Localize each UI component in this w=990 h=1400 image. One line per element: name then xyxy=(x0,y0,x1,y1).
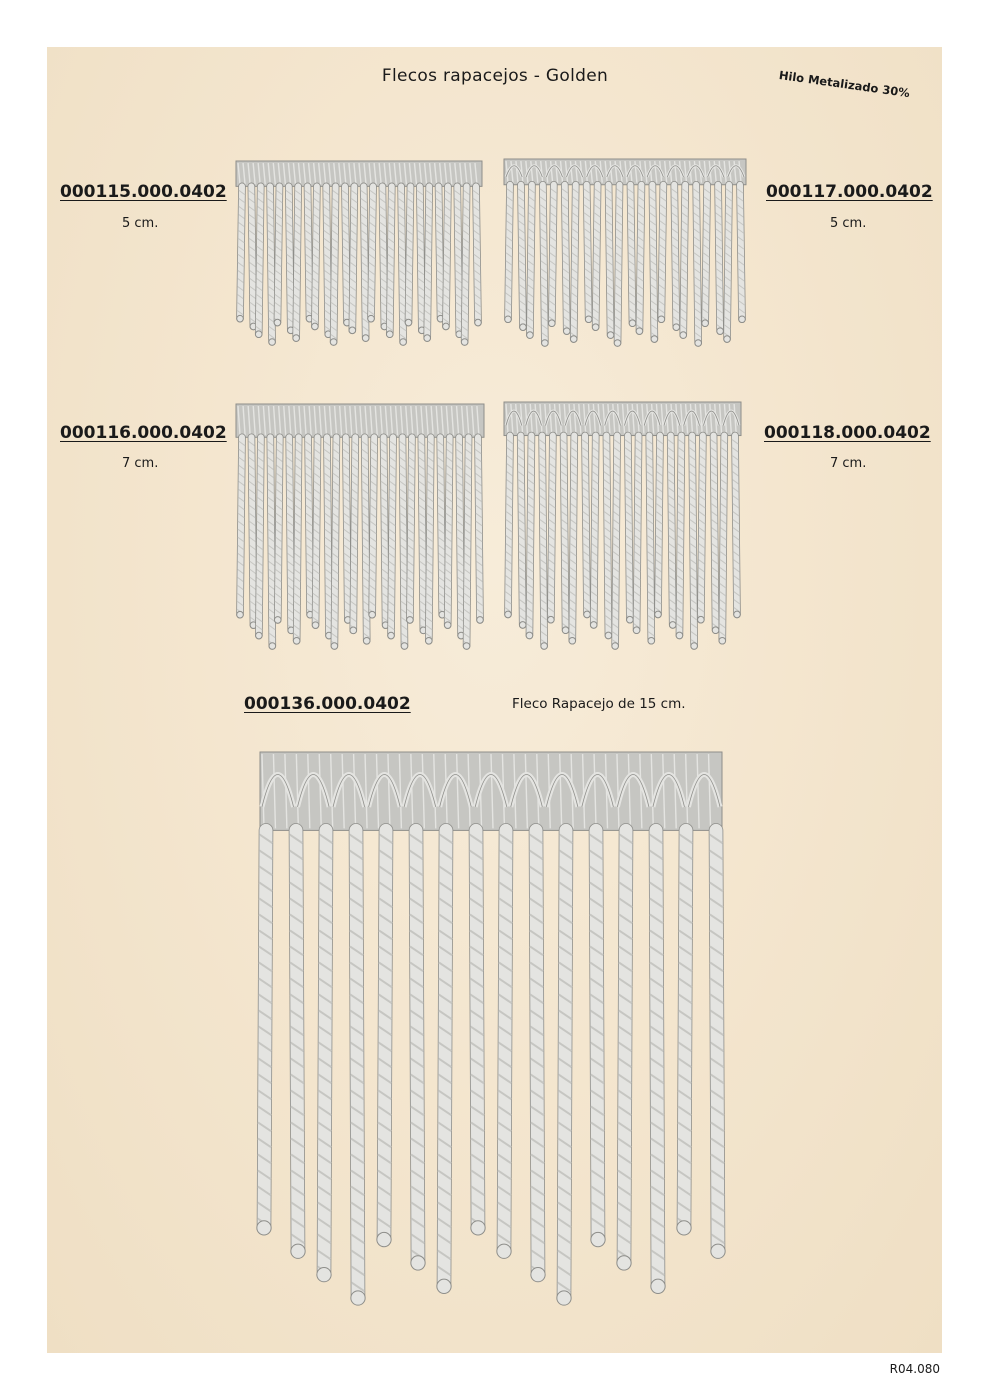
metallic-thread-note: Hilo Metalizado 30% xyxy=(778,68,911,101)
product-code-000116: 000116.000.0402 xyxy=(60,423,227,443)
page-title: Flecos rapacejos - Golden xyxy=(381,66,609,86)
product-code-000117: 000117.000.0402 xyxy=(766,182,933,202)
page-reference-code: R04.080 xyxy=(889,1362,940,1376)
product-size-000118: 7 cm. xyxy=(830,456,867,471)
fringe-swatch-000118 xyxy=(500,398,745,656)
product-code-000136: 000136.000.0402 xyxy=(244,694,411,714)
product-size-000117: 5 cm. xyxy=(830,216,867,231)
fringe-swatch-000116 xyxy=(232,400,488,656)
fringe-swatch-000136 xyxy=(256,748,726,1308)
product-description-000136: Fleco Rapacejo de 15 cm. xyxy=(512,696,686,712)
fringe-swatch-000117 xyxy=(500,155,750,353)
fringe-swatch-000115 xyxy=(232,157,486,352)
product-size-000116: 7 cm. xyxy=(122,456,159,471)
product-code-000118: 000118.000.0402 xyxy=(764,423,931,443)
product-size-000115: 5 cm. xyxy=(122,216,159,231)
product-code-000115: 000115.000.0402 xyxy=(60,182,227,202)
